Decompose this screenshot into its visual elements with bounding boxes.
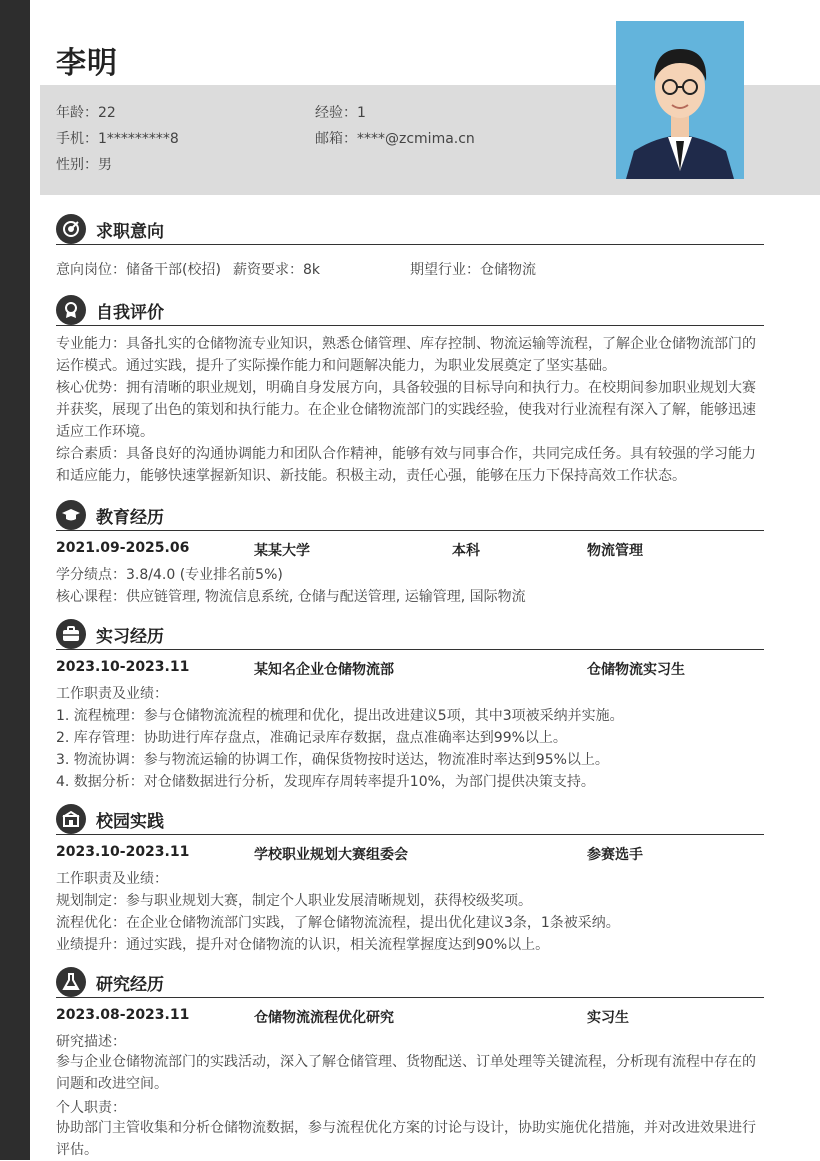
section-self-eval bbox=[56, 295, 764, 326]
internship-company: 某知名企业仓储物流部 bbox=[254, 662, 394, 678]
section-title: 教育经历 bbox=[96, 508, 164, 528]
award-icon bbox=[56, 295, 86, 325]
education-courses: 核心课程：供应链管理, 物流信息系统, 仓储与配送管理, 运输管理, 国际物流 bbox=[56, 589, 526, 605]
self-eval-paragraph: 专业能力：具备扎实的仓储物流专业知识，熟悉仓储管理、库存控制、物流运输等流程，了解企业仓储物流部门的运作模式。通过实践，提升了实际操作能力和问题解决能力，为职业发展奠定了坚实基础。 bbox=[56, 336, 756, 374]
target-icon bbox=[56, 214, 86, 244]
section-research bbox=[56, 967, 764, 998]
research-role: 实习生 bbox=[587, 1010, 629, 1026]
education-gpa: 学分绩点：3.8/4.0 (专业排名前5%) bbox=[56, 567, 283, 583]
section-title: 自我评价 bbox=[96, 303, 164, 323]
experience-field: 经验：1 bbox=[315, 105, 366, 121]
research-duty-label: 个人职责： bbox=[56, 1100, 126, 1116]
list-item: 2. 库存管理：协助进行库存盘点，准确记录库存数据，盘点准确率达到99%以上。 bbox=[56, 730, 567, 746]
list-item: 规划制定：参与职业规划大赛，制定个人职业发展清晰规划，获得校级奖项。 bbox=[56, 893, 532, 909]
flask-icon bbox=[56, 967, 86, 997]
profile-photo bbox=[616, 21, 744, 179]
section-education bbox=[56, 500, 764, 531]
graduation-cap-icon bbox=[56, 500, 86, 530]
campus-date: 2023.10-2023.11 bbox=[56, 844, 190, 860]
briefcase-icon bbox=[56, 619, 86, 649]
internship-date: 2023.10-2023.11 bbox=[56, 659, 190, 675]
section-title: 实习经历 bbox=[96, 627, 164, 647]
research-date: 2023.08-2023.11 bbox=[56, 1007, 190, 1023]
list-item: 4. 数据分析：对仓储数据进行分析，发现库存周转率提升10%，为部门提供决策支持。 bbox=[56, 774, 595, 790]
section-campus bbox=[56, 804, 764, 835]
section-title: 校园实践 bbox=[96, 812, 164, 832]
education-degree: 本科 bbox=[452, 543, 480, 559]
age-field: 年龄：22 bbox=[56, 105, 116, 121]
section-title: 求职意向 bbox=[96, 222, 164, 242]
section-job-intent bbox=[56, 214, 764, 245]
left-sidebar-bar bbox=[0, 0, 30, 1160]
candidate-name: 李明 bbox=[56, 46, 118, 81]
education-school: 某某大学 bbox=[254, 543, 310, 559]
section-internship bbox=[56, 619, 764, 650]
research-desc-label: 研究描述： bbox=[56, 1034, 126, 1050]
list-item: 业绩提升：通过实践，提升对仓储物流的认识，相关流程掌握度达到90%以上。 bbox=[56, 937, 550, 953]
self-eval-paragraph: 核心优势：拥有清晰的职业规划，明确自身发展方向，具备较强的目标导向和执行力。在校期间参加职业规划大赛并获奖，展现了出色的策划和执行能力。在企业仓储物流部门的实践经验，使我对行业流程有深入了解，能够迅速适应工作环境。 bbox=[56, 380, 756, 440]
list-item: 3. 物流协调：参与物流运输的协调工作，确保货物按时送达，物流准时率达到95%以上。 bbox=[56, 752, 609, 768]
research-desc: 参与企业仓储物流部门的实践活动，深入了解仓储管理、货物配送、订单处理等关键流程，分析现有流程中存在的问题和改进空间。 bbox=[56, 1054, 756, 1092]
research-project: 仓储物流流程优化研究 bbox=[254, 1010, 394, 1026]
self-eval-paragraph: 综合素质：具备良好的沟通协调能力和团队合作精神，能够有效与同事合作，共同完成任务。具有较强的学习能力和适应能力，能够快速掌握新知识、新技能。积极主动，责任心强，能够在压力下保持高效工作状态。 bbox=[56, 446, 756, 484]
section-title: 研究经历 bbox=[96, 975, 164, 995]
education-major: 物流管理 bbox=[587, 543, 643, 559]
campus-intro: 工作职责及业绩： bbox=[56, 871, 168, 887]
internship-role: 仓储物流实习生 bbox=[587, 662, 685, 678]
campus-org: 学校职业规划大赛组委会 bbox=[254, 847, 408, 863]
education-date: 2021.09-2025.06 bbox=[56, 540, 190, 556]
email-field: 邮箱：****@zcmima.cn bbox=[315, 131, 475, 147]
intent-salary: 薪资要求：8k bbox=[233, 262, 321, 278]
gender-field: 性别：男 bbox=[56, 157, 112, 173]
campus-role: 参赛选手 bbox=[587, 847, 643, 863]
research-duty: 协助部门主管收集和分析仓储物流数据，参与流程优化方案的讨论与设计，协助实施优化措施，并对改进效果进行评估。 bbox=[56, 1120, 756, 1158]
internship-intro: 工作职责及业绩： bbox=[56, 686, 168, 702]
intent-position: 意向岗位：储备干部(校招) bbox=[56, 262, 221, 278]
building-icon bbox=[56, 804, 86, 834]
intent-industry: 期望行业：仓储物流 bbox=[410, 262, 536, 278]
phone-field: 手机：1*********8 bbox=[56, 131, 179, 147]
list-item: 流程优化：在企业仓储物流部门实践，了解仓储物流流程，提出优化建议3条，1条被采纳。 bbox=[56, 915, 620, 931]
list-item: 1. 流程梳理：参与仓储物流流程的梳理和优化，提出改进建议5项，其中3项被采纳并实施。 bbox=[56, 708, 624, 724]
